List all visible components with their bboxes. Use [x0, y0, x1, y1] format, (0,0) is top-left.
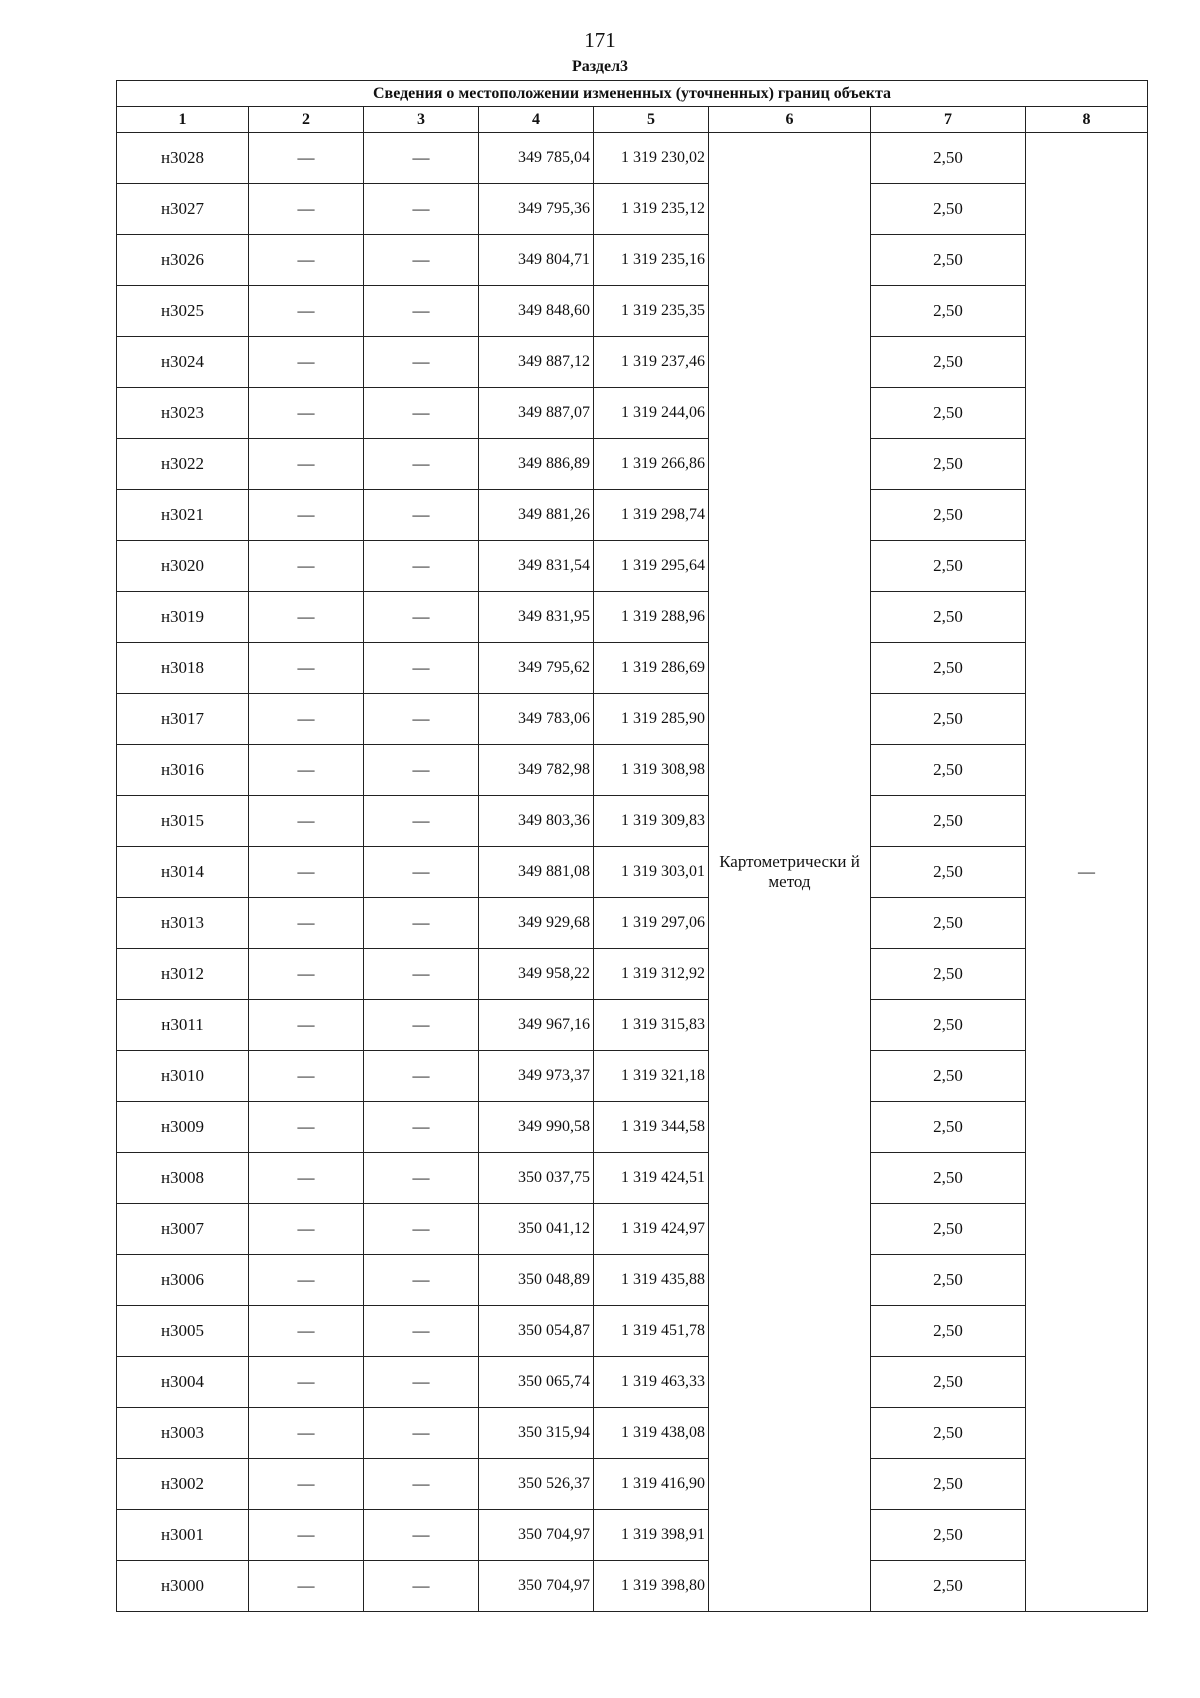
table-row — [117, 1051, 1148, 1102]
y-coordinate-cell: 1 319 230,02 — [594, 133, 709, 184]
x-coordinate-cell: 349 887,07 — [479, 388, 594, 439]
accuracy-cell: 2,50 — [871, 337, 1026, 388]
table-row — [117, 949, 1148, 1000]
table-row — [117, 1153, 1148, 1204]
table-row — [117, 898, 1148, 949]
y-coordinate-cell: 1 319 288,96 — [594, 592, 709, 643]
point-name-cell: н3011 — [117, 1000, 249, 1051]
accuracy-cell: 2,50 — [871, 745, 1026, 796]
y-coordinate-cell: 1 319 398,91 — [594, 1510, 709, 1561]
x-coordinate-cell: 350 315,94 — [479, 1408, 594, 1459]
column-number: 1 — [117, 107, 249, 133]
accuracy-cell: 2,50 — [871, 1357, 1026, 1408]
table-row — [117, 1510, 1148, 1561]
y-coordinate-cell: 1 319 321,18 — [594, 1051, 709, 1102]
column-2-cell: — — [249, 949, 364, 1000]
column-2-cell: — — [249, 133, 364, 184]
table-row — [117, 388, 1148, 439]
point-name-cell: н3028 — [117, 133, 249, 184]
column-3-cell: — — [364, 643, 479, 694]
x-coordinate-cell: 349 804,71 — [479, 235, 594, 286]
x-coordinate-cell: 349 973,37 — [479, 1051, 594, 1102]
point-name-cell: н3021 — [117, 490, 249, 541]
point-name-cell: н3001 — [117, 1510, 249, 1561]
point-name-cell: н3014 — [117, 847, 249, 898]
section-title: Раздел3 — [571, 58, 629, 75]
x-coordinate-cell: 349 782,98 — [479, 745, 594, 796]
accuracy-cell: 2,50 — [871, 133, 1026, 184]
table-row — [117, 1357, 1148, 1408]
table-row — [117, 133, 1148, 184]
page-number: 171 — [584, 28, 616, 52]
point-name-cell: н3006 — [117, 1255, 249, 1306]
column-number: 2 — [249, 107, 364, 133]
x-coordinate-cell: 349 795,36 — [479, 184, 594, 235]
accuracy-cell: 2,50 — [871, 1561, 1026, 1612]
column-2-cell: — — [249, 184, 364, 235]
column-2-cell: — — [249, 592, 364, 643]
table-row — [117, 541, 1148, 592]
x-coordinate-cell: 349 958,22 — [479, 949, 594, 1000]
accuracy-cell: 2,50 — [871, 1255, 1026, 1306]
point-name-cell: н3017 — [117, 694, 249, 745]
table-row — [117, 337, 1148, 388]
column-2-cell: — — [249, 1153, 364, 1204]
accuracy-cell: 2,50 — [871, 1459, 1026, 1510]
column-2-cell: — — [249, 847, 364, 898]
column-2-cell: — — [249, 1255, 364, 1306]
column-2-cell: — — [249, 1000, 364, 1051]
column-2-cell: — — [249, 490, 364, 541]
column-3-cell: — — [364, 1102, 479, 1153]
point-name-cell: н3025 — [117, 286, 249, 337]
table-row — [117, 796, 1148, 847]
y-coordinate-cell: 1 319 235,16 — [594, 235, 709, 286]
accuracy-cell: 2,50 — [871, 541, 1026, 592]
column-number: 5 — [594, 107, 709, 133]
y-coordinate-cell: 1 319 424,97 — [594, 1204, 709, 1255]
column-2-cell: — — [249, 1306, 364, 1357]
accuracy-cell: 2,50 — [871, 592, 1026, 643]
column-3-cell: — — [364, 1051, 479, 1102]
point-name-cell: н3023 — [117, 388, 249, 439]
point-name-cell: н3009 — [117, 1102, 249, 1153]
column-3-cell: — — [364, 388, 479, 439]
column-2-cell: — — [249, 1051, 364, 1102]
column-2-cell: — — [249, 745, 364, 796]
column-2-cell: — — [249, 337, 364, 388]
column-2-cell: — — [249, 1357, 364, 1408]
x-coordinate-cell: 349 881,26 — [479, 490, 594, 541]
table-row — [117, 592, 1148, 643]
column-3-cell: — — [364, 745, 479, 796]
column-number: 6 — [709, 107, 871, 133]
point-name-cell: н3026 — [117, 235, 249, 286]
x-coordinate-cell: 349 783,06 — [479, 694, 594, 745]
table-row — [117, 1306, 1148, 1357]
y-coordinate-cell: 1 319 303,01 — [594, 847, 709, 898]
x-coordinate-cell: 349 795,62 — [479, 643, 594, 694]
y-coordinate-cell: 1 319 398,80 — [594, 1561, 709, 1612]
column-3-cell: — — [364, 847, 479, 898]
x-coordinate-cell: 350 704,97 — [479, 1561, 594, 1612]
point-name-cell: н3019 — [117, 592, 249, 643]
column-3-cell: — — [364, 898, 479, 949]
x-coordinate-cell: 349 881,08 — [479, 847, 594, 898]
table-row — [117, 439, 1148, 490]
y-coordinate-cell: 1 319 295,64 — [594, 541, 709, 592]
column-3-cell: — — [364, 1408, 479, 1459]
column-2-cell: — — [249, 541, 364, 592]
accuracy-cell: 2,50 — [871, 1000, 1026, 1051]
table-row — [117, 1561, 1148, 1612]
column-3-cell: — — [364, 286, 479, 337]
point-name-cell: н3004 — [117, 1357, 249, 1408]
column-2-cell: — — [249, 1510, 364, 1561]
point-name-cell: н3012 — [117, 949, 249, 1000]
x-coordinate-cell: 349 785,04 — [479, 133, 594, 184]
column-number: 4 — [479, 107, 594, 133]
x-coordinate-cell: 349 887,12 — [479, 337, 594, 388]
column-3-cell: — — [364, 184, 479, 235]
table-row — [117, 745, 1148, 796]
y-coordinate-cell: 1 319 298,74 — [594, 490, 709, 541]
column-2-cell: — — [249, 694, 364, 745]
table-row — [117, 1000, 1148, 1051]
table-row — [117, 184, 1148, 235]
point-name-cell: н3016 — [117, 745, 249, 796]
accuracy-cell: 2,50 — [871, 286, 1026, 337]
table-row — [117, 1408, 1148, 1459]
accuracy-cell: 2,50 — [871, 388, 1026, 439]
accuracy-cell: 2,50 — [871, 490, 1026, 541]
x-coordinate-cell: 350 065,74 — [479, 1357, 594, 1408]
column-2-cell: — — [249, 1408, 364, 1459]
column-number: 3 — [364, 107, 479, 133]
accuracy-cell: 2,50 — [871, 1408, 1026, 1459]
y-coordinate-cell: 1 319 315,83 — [594, 1000, 709, 1051]
point-name-cell: н3007 — [117, 1204, 249, 1255]
column-3-cell: — — [364, 796, 479, 847]
y-coordinate-cell: 1 319 286,69 — [594, 643, 709, 694]
accuracy-cell: 2,50 — [871, 439, 1026, 490]
point-name-cell: н3002 — [117, 1459, 249, 1510]
coordinates-table — [116, 80, 1148, 1612]
point-name-cell: н3024 — [117, 337, 249, 388]
accuracy-cell: 2,50 — [871, 643, 1026, 694]
accuracy-cell: 2,50 — [871, 1102, 1026, 1153]
accuracy-cell: 2,50 — [871, 1204, 1026, 1255]
y-coordinate-cell: 1 319 312,92 — [594, 949, 709, 1000]
accuracy-cell: 2,50 — [871, 235, 1026, 286]
column-2-cell: — — [249, 286, 364, 337]
method-cell: Картометрически й метод — [709, 133, 871, 1612]
x-coordinate-cell: 349 967,16 — [479, 1000, 594, 1051]
column-3-cell: — — [364, 490, 479, 541]
y-coordinate-cell: 1 319 297,06 — [594, 898, 709, 949]
accuracy-cell: 2,50 — [871, 1306, 1026, 1357]
table-row — [117, 847, 1148, 898]
x-coordinate-cell: 350 037,75 — [479, 1153, 594, 1204]
point-name-cell: н3013 — [117, 898, 249, 949]
point-name-cell: н3022 — [117, 439, 249, 490]
table-row — [117, 1102, 1148, 1153]
x-coordinate-cell: 350 048,89 — [479, 1255, 594, 1306]
column-2-cell: — — [249, 1561, 364, 1612]
y-coordinate-cell: 1 319 463,33 — [594, 1357, 709, 1408]
column-2-cell: — — [249, 235, 364, 286]
x-coordinate-cell: 350 054,87 — [479, 1306, 594, 1357]
point-name-cell: н3027 — [117, 184, 249, 235]
accuracy-cell: 2,50 — [871, 1153, 1026, 1204]
table-row — [117, 490, 1148, 541]
y-coordinate-cell: 1 319 309,83 — [594, 796, 709, 847]
y-coordinate-cell: 1 319 237,46 — [594, 337, 709, 388]
column-3-cell: — — [364, 1357, 479, 1408]
column-2-cell: — — [249, 796, 364, 847]
x-coordinate-cell: 349 990,58 — [479, 1102, 594, 1153]
column-3-cell: — — [364, 592, 479, 643]
accuracy-cell: 2,50 — [871, 1510, 1026, 1561]
column-2-cell: — — [249, 388, 364, 439]
x-coordinate-cell: 349 886,89 — [479, 439, 594, 490]
point-name-cell: н3008 — [117, 1153, 249, 1204]
column-3-cell: — — [364, 1255, 479, 1306]
accuracy-cell: 2,50 — [871, 898, 1026, 949]
column-3-cell: — — [364, 949, 479, 1000]
column-3-cell: — — [364, 1000, 479, 1051]
y-coordinate-cell: 1 319 451,78 — [594, 1306, 709, 1357]
point-name-cell: н3003 — [117, 1408, 249, 1459]
y-coordinate-cell: 1 319 435,88 — [594, 1255, 709, 1306]
column-2-cell: — — [249, 439, 364, 490]
accuracy-cell: 2,50 — [871, 184, 1026, 235]
column-number: 7 — [871, 107, 1026, 133]
accuracy-cell: 2,50 — [871, 796, 1026, 847]
table-row — [117, 1459, 1148, 1510]
y-coordinate-cell: 1 319 244,06 — [594, 388, 709, 439]
accuracy-cell: 2,50 — [871, 694, 1026, 745]
column-3-cell: — — [364, 1306, 479, 1357]
point-name-cell: н3005 — [117, 1306, 249, 1357]
x-coordinate-cell: 350 041,12 — [479, 1204, 594, 1255]
point-name-cell: н3010 — [117, 1051, 249, 1102]
column-3-cell: — — [364, 1510, 479, 1561]
column-8-cell: — — [1026, 133, 1148, 1612]
column-number-row — [117, 107, 1148, 133]
column-3-cell: — — [364, 1459, 479, 1510]
column-2-cell: — — [249, 898, 364, 949]
y-coordinate-cell: 1 319 416,90 — [594, 1459, 709, 1510]
x-coordinate-cell: 350 704,97 — [479, 1510, 594, 1561]
column-2-cell: — — [249, 1102, 364, 1153]
column-2-cell: — — [249, 1459, 364, 1510]
point-name-cell: н3000 — [117, 1561, 249, 1612]
x-coordinate-cell: 349 929,68 — [479, 898, 594, 949]
column-3-cell: — — [364, 541, 479, 592]
column-3-cell: — — [364, 439, 479, 490]
x-coordinate-cell: 349 831,95 — [479, 592, 594, 643]
x-coordinate-cell: 349 831,54 — [479, 541, 594, 592]
column-3-cell: — — [364, 1204, 479, 1255]
column-3-cell: — — [364, 694, 479, 745]
column-3-cell: — — [364, 337, 479, 388]
accuracy-cell: 2,50 — [871, 949, 1026, 1000]
column-3-cell: — — [364, 133, 479, 184]
x-coordinate-cell: 350 526,37 — [479, 1459, 594, 1510]
table-row — [117, 235, 1148, 286]
column-2-cell: — — [249, 643, 364, 694]
x-coordinate-cell: 349 803,36 — [479, 796, 594, 847]
accuracy-cell: 2,50 — [871, 847, 1026, 898]
point-name-cell: н3018 — [117, 643, 249, 694]
x-coordinate-cell: 349 848,60 — [479, 286, 594, 337]
column-number: 8 — [1026, 107, 1148, 133]
y-coordinate-cell: 1 319 285,90 — [594, 694, 709, 745]
y-coordinate-cell: 1 319 235,35 — [594, 286, 709, 337]
y-coordinate-cell: 1 319 308,98 — [594, 745, 709, 796]
accuracy-cell: 2,50 — [871, 1051, 1026, 1102]
point-name-cell: н3015 — [117, 796, 249, 847]
y-coordinate-cell: 1 319 235,12 — [594, 184, 709, 235]
column-3-cell: — — [364, 1153, 479, 1204]
table-row — [117, 286, 1148, 337]
table-row — [117, 643, 1148, 694]
table-caption: Сведения о местоположении измененных (уточненных) границ объекта — [117, 81, 1148, 107]
table-row — [117, 694, 1148, 745]
table-row — [117, 1255, 1148, 1306]
point-name-cell: н3020 — [117, 541, 249, 592]
table-row — [117, 1204, 1148, 1255]
y-coordinate-cell: 1 319 438,08 — [594, 1408, 709, 1459]
y-coordinate-cell: 1 319 344,58 — [594, 1102, 709, 1153]
column-3-cell: — — [364, 235, 479, 286]
column-3-cell: — — [364, 1561, 479, 1612]
column-2-cell: — — [249, 1204, 364, 1255]
y-coordinate-cell: 1 319 424,51 — [594, 1153, 709, 1204]
y-coordinate-cell: 1 319 266,86 — [594, 439, 709, 490]
